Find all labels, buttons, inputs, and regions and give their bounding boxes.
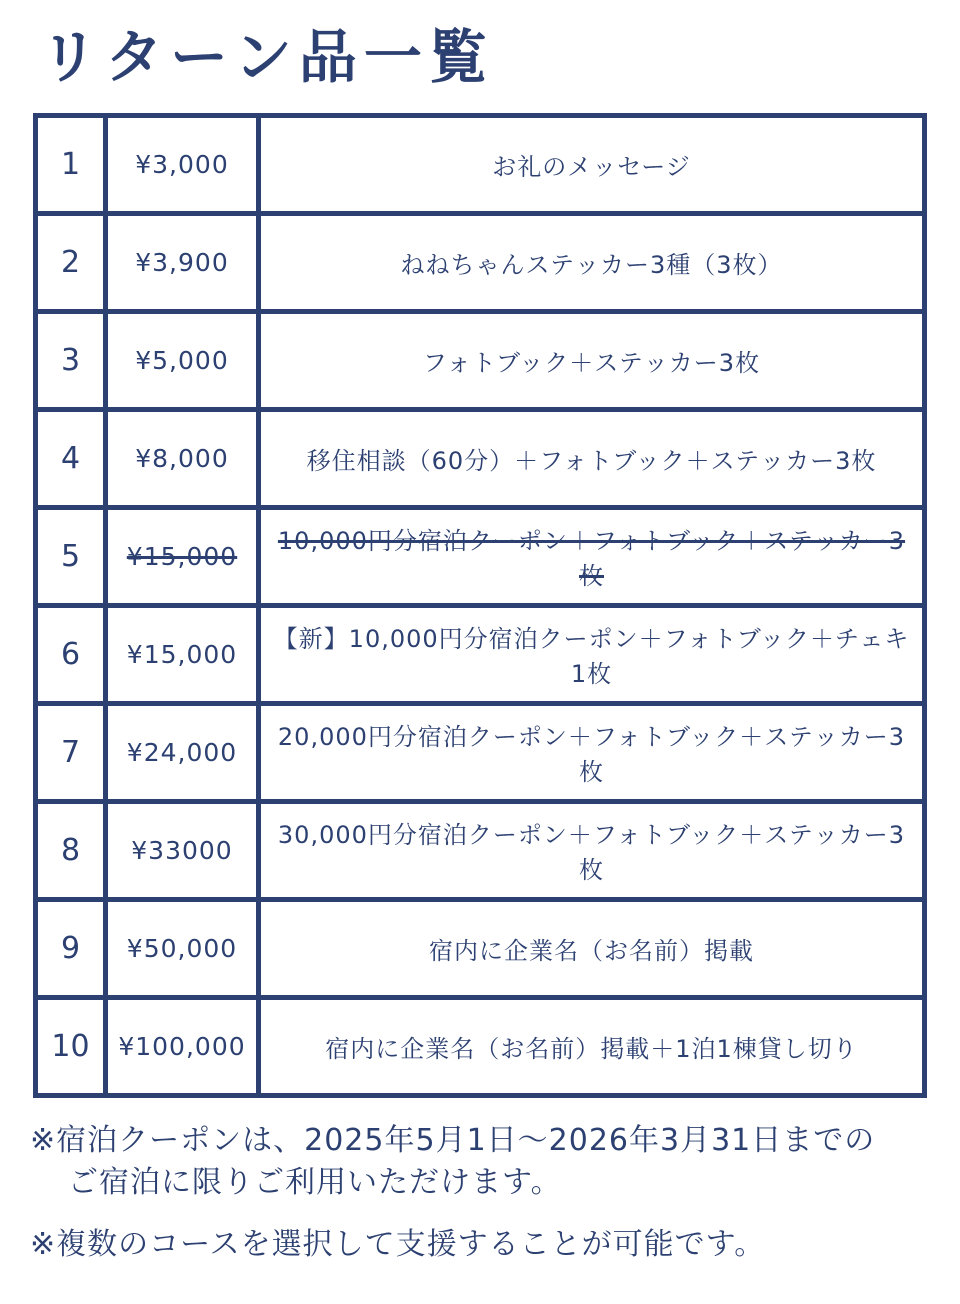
- row-description: 【新】10,000円分宿泊クーポン＋フォトブック＋チェキ1枚: [273, 625, 910, 689]
- row-description: ねねちゃんステッカー3種（3枚）: [400, 250, 783, 279]
- table-row: [36, 311, 925, 409]
- row-price-cell: [106, 311, 259, 409]
- row-number: 6: [60, 636, 81, 672]
- row-description: フォトブック＋ステッカー3枚: [422, 348, 761, 377]
- row-price-cell: [106, 409, 259, 507]
- row-price: ¥50,000: [126, 933, 238, 963]
- note-line: ご宿泊に限りご利用いただけます。: [68, 1164, 562, 1200]
- row-price: ¥3,000: [135, 149, 229, 179]
- row-number-cell: [36, 115, 106, 213]
- row-price-cell: [106, 801, 259, 899]
- row-price: ¥15,000: [126, 639, 238, 669]
- table-row: [36, 605, 925, 703]
- row-number-cell: [36, 507, 106, 605]
- row-description: 移住相談（60分）＋フォトブック＋ステッカー3枚: [306, 446, 877, 475]
- row-price-cell: [106, 213, 259, 311]
- row-number-cell: [36, 213, 106, 311]
- note-multiple-courses: [30, 1224, 930, 1266]
- row-number-cell: [36, 703, 106, 801]
- row-price-cell: [106, 703, 259, 801]
- row-description: お礼のメッセージ: [492, 152, 691, 181]
- row-price-cell: [106, 997, 259, 1095]
- row-description: 宿内に企業名（お名前）掲載＋1泊1棟貸し切り: [325, 1034, 858, 1063]
- table-row-discontinued: [36, 507, 925, 605]
- row-description: 10,000円分宿泊クーポン＋フォトブック＋ステッカー3枚: [277, 527, 906, 591]
- row-price: ¥15,000: [126, 541, 238, 571]
- row-price-cell: [106, 899, 259, 997]
- row-description: 宿内に企業名（お名前）掲載: [429, 936, 754, 965]
- row-description-cell: [259, 997, 925, 1095]
- page-title: リターン品一覧: [40, 23, 494, 91]
- table-row: [36, 115, 925, 213]
- row-number: 8: [60, 832, 81, 868]
- row-description-cell: [259, 507, 925, 605]
- row-number: 7: [60, 734, 81, 770]
- table-row: [36, 899, 925, 997]
- row-number: 2: [60, 244, 81, 280]
- row-description-cell: [259, 801, 925, 899]
- row-number-cell: [36, 899, 106, 997]
- notes-section: [30, 1120, 930, 1266]
- row-number: 3: [60, 342, 81, 378]
- table-row: [36, 703, 925, 801]
- row-description-cell: [259, 115, 925, 213]
- row-price-cell: [106, 507, 259, 605]
- row-description-cell: [259, 311, 925, 409]
- row-description-cell: [259, 409, 925, 507]
- note-coupon-validity: [30, 1120, 930, 1204]
- row-price: ¥5,000: [135, 345, 229, 375]
- row-number: 9: [60, 930, 81, 966]
- row-description: 30,000円分宿泊クーポン＋フォトブック＋ステッカー3枚: [277, 821, 906, 885]
- row-description: 20,000円分宿泊クーポン＋フォトブック＋ステッカー3枚: [277, 723, 906, 787]
- row-number: 5: [60, 538, 81, 574]
- table-row: [36, 997, 925, 1095]
- row-description-cell: [259, 899, 925, 997]
- returns-table: [33, 113, 927, 1098]
- note-line: ※宿泊クーポンは、2025年5月1日～2026年3月31日までの: [30, 1122, 876, 1158]
- row-description-cell: [259, 213, 925, 311]
- row-price: ¥33000: [131, 835, 233, 865]
- row-number-cell: [36, 311, 106, 409]
- row-number-cell: [36, 605, 106, 703]
- row-price-cell: [106, 605, 259, 703]
- row-number: 10: [51, 1028, 90, 1064]
- row-price: ¥3,900: [135, 247, 229, 277]
- row-description-cell: [259, 703, 925, 801]
- row-price-cell: [106, 115, 259, 213]
- table-row: [36, 409, 925, 507]
- row-price: ¥8,000: [135, 443, 229, 473]
- table-row: [36, 801, 925, 899]
- row-number-cell: [36, 409, 106, 507]
- row-number-cell: [36, 801, 106, 899]
- row-price: ¥100,000: [118, 1031, 246, 1061]
- row-number-cell: [36, 997, 106, 1095]
- row-price: ¥24,000: [126, 737, 238, 767]
- table-row: [36, 213, 925, 311]
- row-number: 4: [60, 440, 81, 476]
- row-number: 1: [60, 146, 81, 182]
- note-line: ※複数のコースを選択して支援することが可能です。: [30, 1226, 766, 1262]
- row-description-cell: [259, 605, 925, 703]
